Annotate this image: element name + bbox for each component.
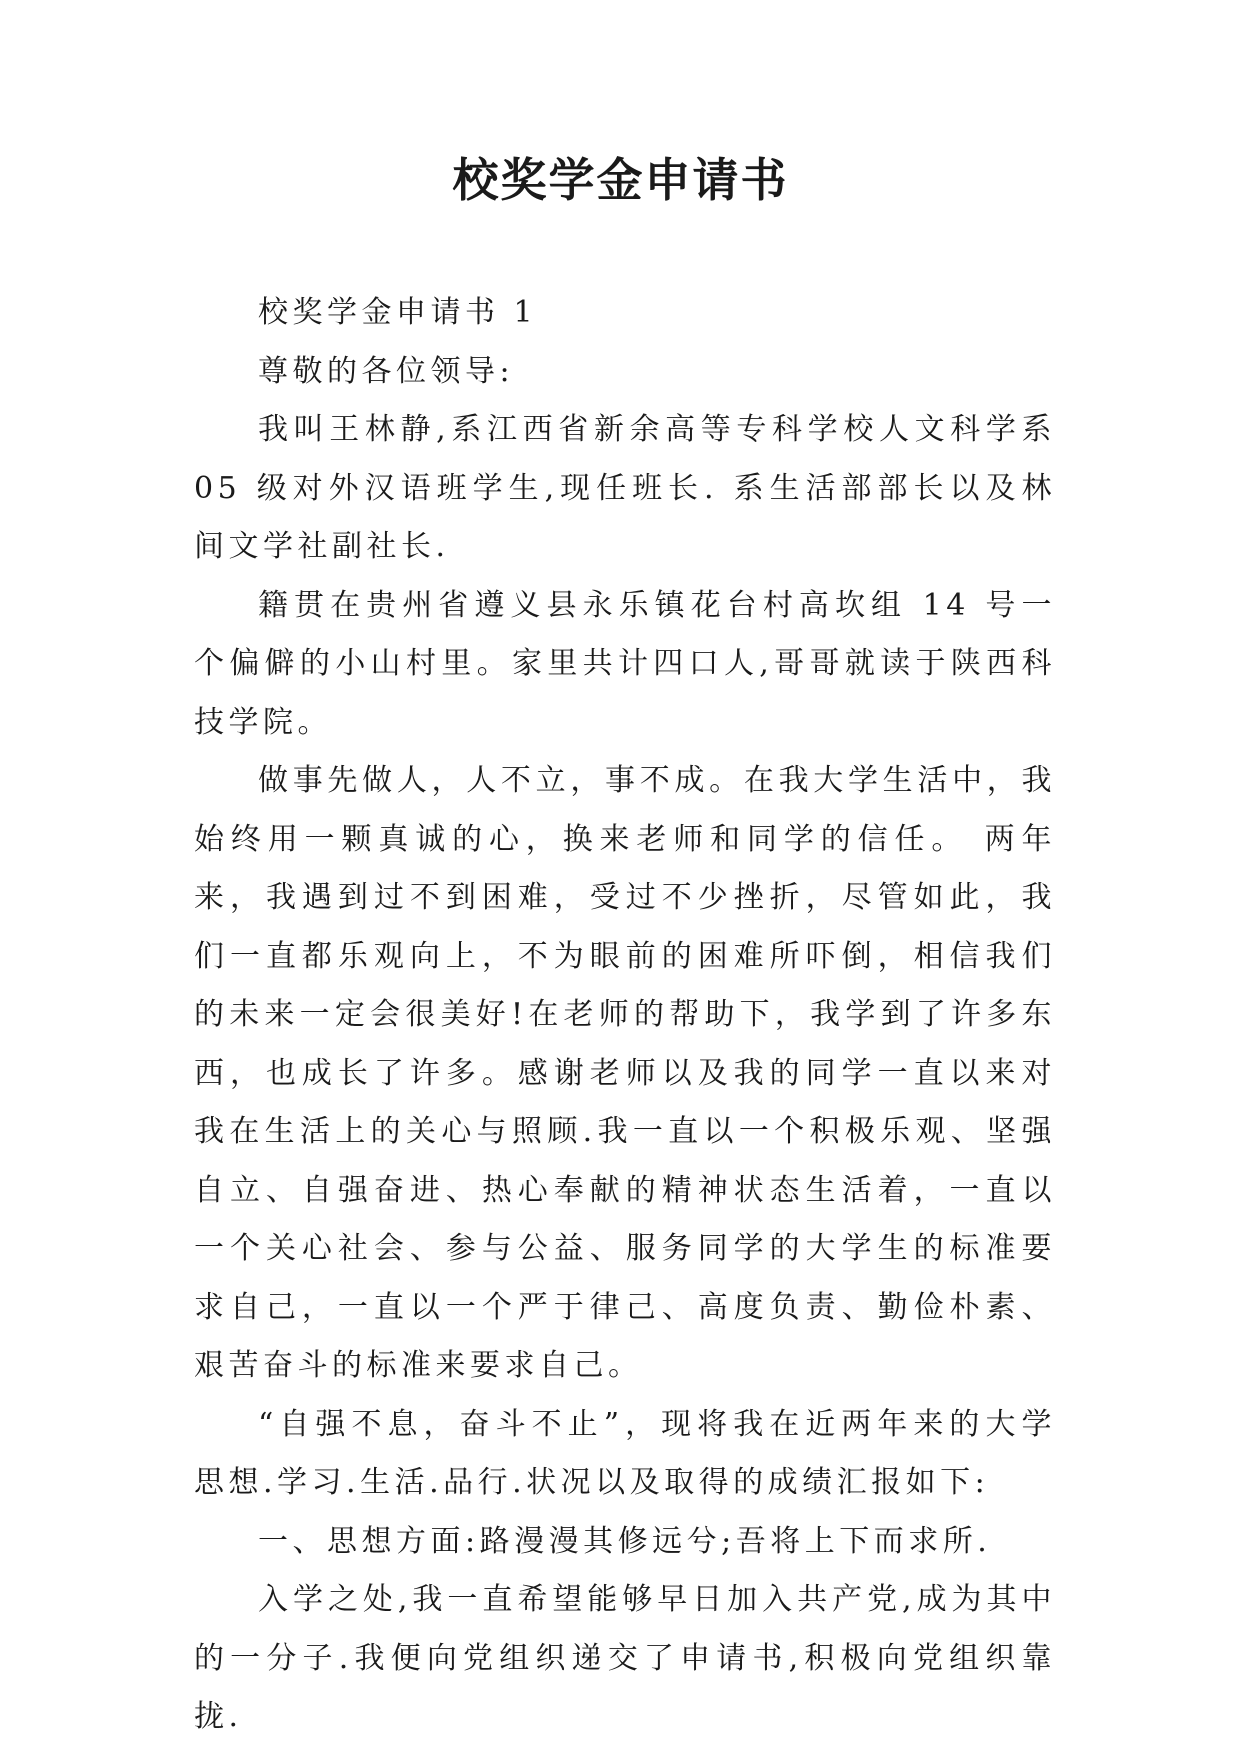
paragraph-introduction: 我叫王林静,系江西省新余高等专科学校人文科学系 05 级对外汉语班学生,现任班长. 系生活部部长以及林间文学社副社长. [194,412,1056,564]
document-title: 校奖学金申请书 [452,153,789,207]
paragraph-hometown: 籍贯在贵州省遵义县永乐镇花台村高坎组 14 号一个偏僻的小山村里。家里共计四口人,哥哥就读于陕西科技学院。 [194,587,1056,740]
paragraph-section-heading: 一、思想方面:路漫漫其修远兮;吾将上下而求所. [258,1523,992,1559]
paragraph-heading: 校奖学金申请书 1 [258,295,538,330]
paragraph-party: 入学之处,我一直希望能够早日加入共产党,成为其中的一分子.我便向党组织递交了申请书,积极向党组织靠拢. [194,1582,1056,1734]
paragraph-report-intro: “自强不息，奋斗不止”，现将我在近两年来的大学思想.学习.生活.品行.状况以及取得的成绩汇报如下: [194,1406,1056,1500]
document-body [194,284,1056,1747]
paragraph-character: 做事先做人，人不立，事不成。在我大学生活中，我始终用一颗真诚的心，换来老师和同学的信任。 两年来，我遇到过不到困难，受过不少挫折，尽管如此，我们一直都乐观向上，不为眼前的困难所吓倒，相信我们的未来一定会很美好!在老师的帮助下，我学到了许多东西，也成长了许多。感谢老师以及我的同学一直以来对我在生活上的关心与照顾.我一直以一个积极乐观、坚强自立、自强奋进、热心奉献的精神状态生活着，一直以一个关心社会、参与公益、服务同学的大学生的标准要求自己，一直以一个严于律己、高度负责、勤俭朴素、艰苦奋斗的标准来要求自己。 [194,763,1056,1383]
paragraph-salutation: 尊敬的各位领导: [258,353,515,389]
